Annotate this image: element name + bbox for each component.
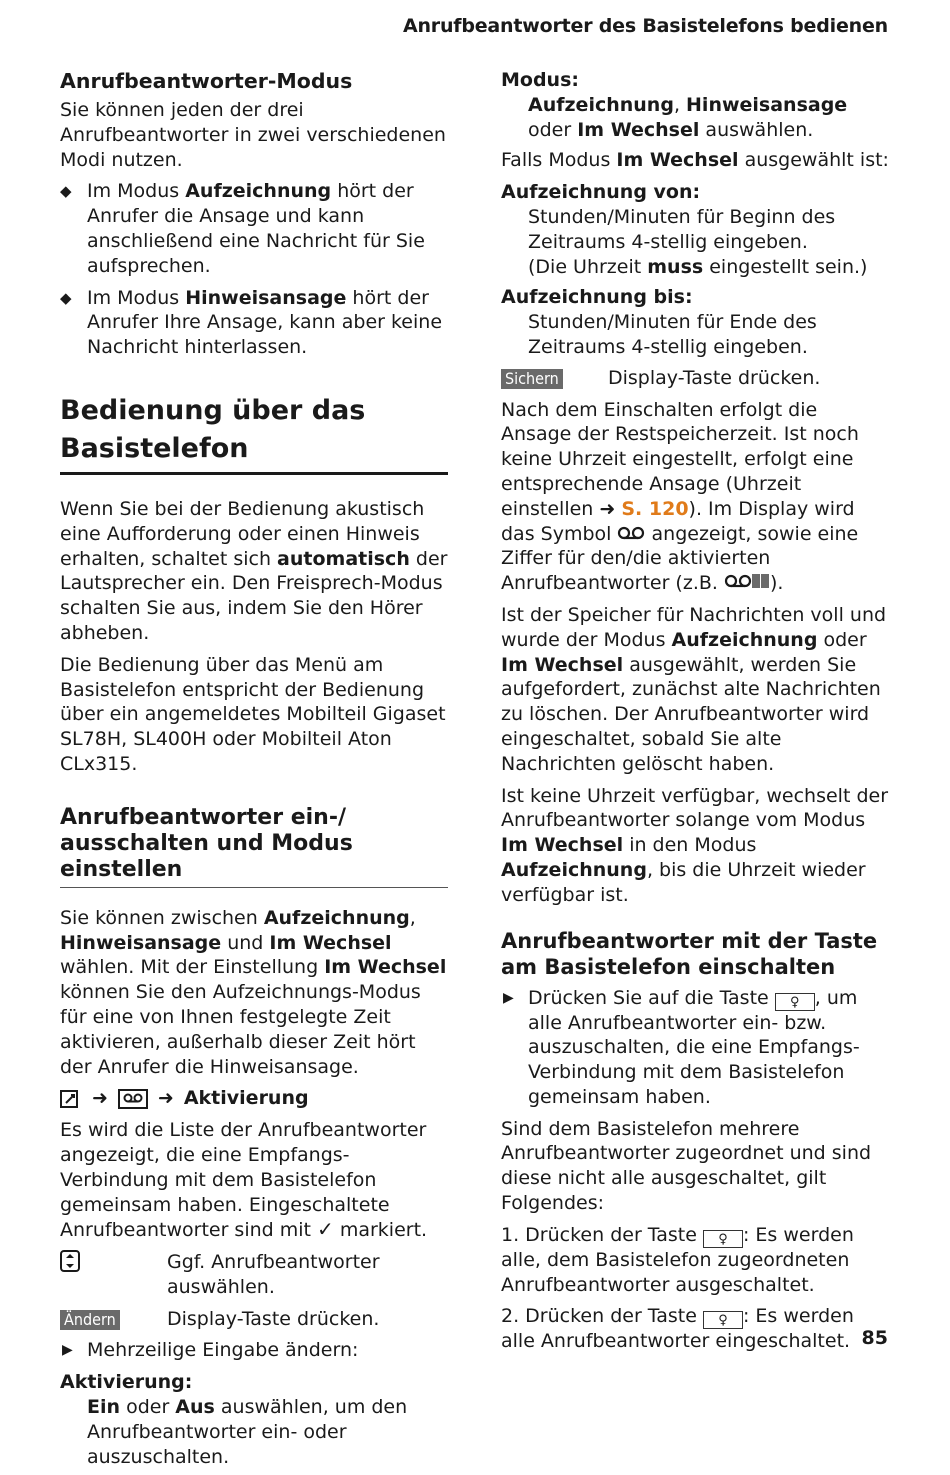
answering-machine-key-icon[interactable]: ♀ (703, 1311, 743, 1329)
arrow-right-icon: ➜ (157, 1087, 174, 1110)
paragraph-restspeicherzeit: Nach dem Einschalten erfolgt die Ansage der Restspeicherzeit. Ist noch keine Uhrzeit eingestellt, erfolgt eine entsprechende Ansage (Uhrzeit einstellen ➜ S. 120). Im Display wird das Symbol angezeigt, sowie eine Ziffer für den/die aktivierten Anrufbeantworter (z.B. ). (501, 398, 859, 595)
paragraph-mehrere: Sind dem Basistelefon mehrere Anrufbeantworter zugeordnet und sind diese nicht alle ausgeschaltet, gilt Folgendes: (501, 1117, 872, 1215)
menu-key-icon (60, 1089, 82, 1109)
paragraph-modi: Sie können zwischen Aufzeichnung, Hinweisansage und Im Wechsel wählen. Mit der Einstellung Im Wechsel können Sie den Aufzeichnungs-Modus für eine von Ihnen festgelegte Zeit aktivieren, außerhalb dieser Zeit hört der Anrufer die Hinweisansage. (60, 906, 447, 1078)
page-link[interactable]: S. 120 (621, 497, 689, 520)
triangle-bullet-icon: ▶ (503, 989, 514, 1006)
left-column (60, 68, 448, 1475)
aufzeichnung-bis-label: Aufzeichnung bis: (501, 286, 693, 309)
aendern-softkey[interactable]: Ändern (60, 1310, 120, 1330)
right-column (501, 68, 891, 1361)
falls-im-wechsel: Falls Modus Im Wechsel ausgewählt ist: (501, 149, 889, 172)
aufzeichnung-bis-text: Stunden/Minuten für Ende des Zeitraums 4-stellig eingeben. (528, 311, 817, 358)
answering-machine-key-icon[interactable]: ♀ (703, 1230, 743, 1248)
row-aendern: Ändern Display-Taste drücken. (60, 1307, 448, 1332)
answering-machine-key-icon[interactable]: ♀ (775, 993, 815, 1011)
modus-text: Aufzeichnung, Hinweisansage oder Im Wechsel auswählen. (528, 93, 848, 141)
list-item-1: 1. Drücken der Taste ♀ : Es werden alle, dem Basistelefon zugeordneten Anrufbeantworter ausgeschaltet. (501, 1223, 854, 1296)
aufzeichnung-von-note: (Die Uhrzeit muss eingestellt sein.) (528, 255, 868, 278)
paragraph-liste: Es wird die Liste der Anrufbeantworter angezeigt, die eine Empfangs-Verbindung mit dem Basistelefon gemeinsam haben. Eingeschaltete Anrufbeantworter sind mit ✓ markiert. (60, 1119, 428, 1242)
aktivierung-label: Aktivierung: (60, 1371, 193, 1394)
list-item-2: 2. Drücken der Taste ♀ : Es werden alle Anrufbeantworter eingeschaltet. (501, 1305, 854, 1353)
modus-heading: Anrufbeantworter-Modus (60, 69, 353, 93)
bullet-hinweisansage: ◆ Im Modus Hinweisansage hört der Anrufer Ihre Ansage, kann aber keine Nachricht hinterlassen. (60, 286, 443, 359)
checkmark-icon: ✓ (317, 1217, 334, 1242)
paragraph-automatisch: Wenn Sie bei der Bedienung akustisch eine Aufforderung oder einen Hinweis erhalten, schaltet sich automatisch der Lautsprecher ein. Den Freisprech-Modus schalten Sie aus, indem Sie den Hörer abheben. (60, 497, 448, 644)
nav-key-icon (60, 1250, 80, 1279)
modus-intro: Sie können jeden der drei Anrufbeantworter in zwei verschiedenen Modi nutzen. (60, 99, 446, 171)
paragraph-speicher-voll: Ist der Speicher für Nachrichten voll und wurde der Modus Aufzeichnung oder Im Wechsel ausgewählt, werden Sie aufgefordert, zunächst alte Nachrichten zu löschen. Der Anrufbeantworter wird eingeschaltet, sobald Sie alte Nachrichten gelöscht haben. (501, 603, 887, 775)
subsection-title: Anrufbeantworter ein-/ ausschalten und Modus einstellen (60, 805, 448, 888)
paragraph-keine-uhrzeit: Ist keine Uhrzeit verfügbar, wechselt der Anrufbeantworter solange vom Modus Im Wechsel in den Modus Aufzeichnung, bis die Uhrzeit wieder verfügbar ist. (501, 784, 889, 906)
tape-symbol-digits-icon (724, 573, 770, 589)
menu-target: Aktivierung (183, 1087, 309, 1110)
triangle-bullet-icon: ▶ (62, 1342, 73, 1359)
diamond-bullet-icon: ◆ (60, 288, 72, 307)
modus-label: Modus: (501, 69, 579, 91)
aufzeichnung-von-text: Stunden/Minuten für Beginn des Zeitraums 4-stellig eingeben. (528, 205, 836, 253)
paragraph-bedienung-menue: Die Bedienung über das Menü am Basistelefon entspricht der Bedienung über ein angemeldetes Mobilteil Gigaset SL78H, SL400H oder Mobilteil Aton CLx315. (60, 653, 446, 775)
subsection-taste: Anrufbeantworter mit der Taste am Basistelefon einschalten (501, 928, 878, 979)
menu-path (60, 1086, 448, 1111)
section-title: Bedienung über das Basistelefon (60, 392, 448, 475)
page-number: 85 (861, 1327, 888, 1350)
diamond-bullet-icon: ◆ (60, 182, 72, 201)
arrow-right-icon: ➜ (599, 497, 622, 520)
step-mehrzeilig: ▶ Mehrzeilige Eingabe ändern: (62, 1339, 359, 1362)
row-sichern: Sichern Display-Taste drücken. (501, 366, 891, 391)
aufzeichnung-von-label: Aufzeichnung von: (501, 181, 701, 204)
page-header: Anrufbeantworter des Basistelefons bedienen (402, 15, 888, 37)
sichern-softkey[interactable]: Sichern (501, 369, 563, 389)
aktivierung-text: Ein oder Aus auswählen, um den Anrufbeantworter ein- oder auszuschalten. (87, 1396, 408, 1468)
arrow-right-icon: ➜ (92, 1087, 108, 1110)
bullet-aufzeichnung: ◆ Im Modus Aufzeichnung hört der Anrufer die Ansage und kann anschließend eine Nachricht für Sie aufsprechen. (60, 180, 425, 277)
row-auswaehlen: Ggf. Anrufbeantworter auswählen. (60, 1250, 448, 1300)
step-taste-druecken: ▶ Drücken Sie auf die Taste ♀ , um alle Anrufbeantworter ein- bzw. auszuschalten, die eine Empfangs-Verbindung mit dem Basistelefon gemeinsam haben. (503, 986, 860, 1108)
tape-symbol-icon (617, 526, 645, 540)
answering-machine-icon (118, 1089, 148, 1109)
